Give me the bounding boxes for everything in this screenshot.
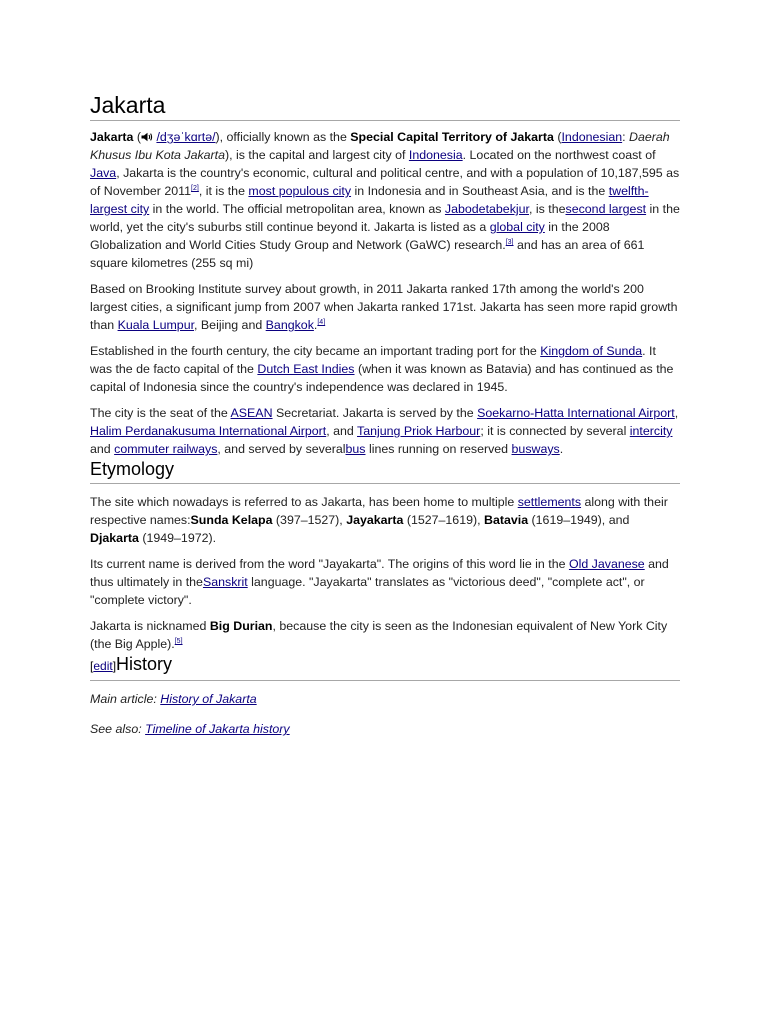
ref-5-link[interactable]: [5]: [174, 638, 183, 645]
global-city-link[interactable]: global city: [489, 220, 545, 234]
intro-text: :: [622, 130, 630, 144]
name-djakarta: Djakarta: [90, 531, 139, 545]
history-intro-text: . It was the de facto capital of the: [90, 344, 656, 376]
official-name: Special Capital Territory of Jakarta: [350, 130, 554, 144]
etymology-paragraph-1: [90, 493, 680, 547]
etymology-text: and thus ultimately in the: [90, 557, 669, 589]
soekarno-hatta-link[interactable]: Soekarno-Hatta International Airport: [477, 406, 675, 420]
second-largest-link[interactable]: second largest: [565, 202, 647, 216]
indonesia-link[interactable]: Indonesia: [408, 148, 463, 162]
tanjung-priok-link[interactable]: Tanjung Priok Harbour: [357, 424, 481, 438]
name-batavia: Batavia: [484, 513, 529, 527]
edit-bracket: [: [90, 659, 94, 673]
seat-text: , and served by several: [217, 442, 346, 456]
dutch-east-indies-link[interactable]: Dutch East Indies: [257, 362, 355, 376]
edit-bracket: ]: [112, 659, 117, 673]
busways-link[interactable]: busways: [511, 442, 560, 456]
twelfth-largest-link[interactable]: twelfth-largest city: [90, 184, 649, 216]
etymology-paragraph-3: [90, 617, 680, 653]
native-name: Daerah Khusus Ibu Kota Jakarta: [90, 130, 670, 162]
intro-text: , it is the: [198, 184, 249, 198]
most-populous-link[interactable]: most populous city: [248, 184, 352, 198]
bangkok-link[interactable]: Bangkok: [265, 318, 314, 332]
etymology-text: , because the city is seen as the Indonesian equivalent of New York City (the Big Apple).: [90, 619, 668, 651]
growth-text: Based on Brooking Institute survey about growth, in 2011 Jakarta ranked 17th among the world's 200 largest cities, a significant jump from 2007 when Jakarta ranked 171st. Jakarta has seen more rapid growth than: [90, 282, 678, 332]
intro-text: . Located on the northwest coast of: [462, 148, 656, 162]
etymology-heading: Etymology: [90, 458, 680, 484]
growth-text: , Beijing and: [194, 318, 266, 332]
ref-5[interactable]: [175, 638, 183, 645]
history-intro-text: (when it was known as Batavia) and has continued as the capital of Indonesia since the country's independence was declared in 1945.: [90, 362, 674, 394]
ref-2[interactable]: [191, 185, 199, 192]
etymology-text: (1949–1972).: [138, 531, 217, 545]
growth-text: .: [313, 318, 318, 332]
etymology-text: along with their respective names:: [90, 495, 668, 527]
page-title: Jakarta: [90, 0, 680, 121]
asean-link[interactable]: ASEAN: [230, 406, 273, 420]
see-also-note: [90, 720, 680, 738]
intro-text: in the world. The official metropolitan area, known as: [149, 202, 445, 216]
history-heading-text: History: [116, 654, 173, 674]
intro-text: , Jakarta is the country's economic, cultural and political centre, and with a population of 10,187,595 as of November 2011: [90, 166, 680, 198]
intro-text: ), officially known as the: [215, 130, 351, 144]
ref-4[interactable]: [317, 319, 325, 326]
settlements-link[interactable]: settlements: [517, 495, 582, 509]
java-link[interactable]: Java: [90, 166, 117, 180]
etymology-text: language. "Jayakarta" translates as "victorious deed", "complete act", or "complete victory".: [90, 575, 645, 607]
growth-paragraph: [90, 280, 680, 334]
nickname: Big Durian: [209, 619, 273, 633]
intro-text: and has an area of 661 square kilometres (255 sq mi): [90, 238, 645, 270]
etymology-text: Jakarta is nicknamed: [90, 619, 210, 633]
bus-link[interactable]: bus: [345, 442, 366, 456]
intro-text: , is the: [528, 202, 566, 216]
edit-link[interactable]: edit: [93, 659, 113, 673]
see-also-label: See also:: [90, 722, 146, 736]
article-content: [90, 0, 680, 738]
main-article-label: Main article:: [90, 692, 161, 706]
etymology-text: The site which nowadays is referred to as Jakarta, has been home to multiple: [90, 495, 518, 509]
etymology-text: (1619–1949), and: [528, 513, 630, 527]
old-javanese-link[interactable]: Old Javanese: [568, 557, 645, 571]
seat-text: .: [559, 442, 564, 456]
seat-paragraph: [90, 404, 680, 458]
sanskrit-link[interactable]: Sanskrit: [202, 575, 248, 589]
intro-text: in the 2008 Globalization and World Cities Study Group and Network (GaWC) research.: [90, 220, 610, 252]
kuala-lumpur-link[interactable]: Kuala Lumpur: [117, 318, 195, 332]
history-intro-paragraph: [90, 342, 680, 396]
ref-4-link[interactable]: [4]: [317, 319, 326, 326]
ref-3[interactable]: [506, 239, 514, 246]
name-jayakarta: Jayakarta: [346, 513, 404, 527]
etymology-text: (397–1527),: [272, 513, 347, 527]
commuter-railways-link[interactable]: commuter railways: [114, 442, 218, 456]
intro-text: ), is the capital and largest city of: [225, 148, 409, 162]
seat-text: The city is the seat of the: [90, 406, 231, 420]
main-article-note: [90, 690, 680, 708]
ref-3-link[interactable]: [3]: [505, 239, 514, 246]
intro-text: in the world, yet the city's suburbs still continue beyond it. Jakarta is listed as a: [90, 202, 680, 234]
history-intro-text: Established in the fourth century, the city became an important trading port for the: [90, 344, 541, 358]
ref-2-link[interactable]: [2]: [191, 185, 199, 192]
etymology-text: Its current name is derived from the word "Jayakarta". The origins of this word lie in the: [90, 557, 569, 571]
pronunciation-link[interactable]: /dʒəˈkɑrtə/: [156, 130, 216, 144]
kingdom-of-sunda-link[interactable]: Kingdom of Sunda: [540, 344, 643, 358]
name-sunda-kelapa: Sunda Kelapa: [190, 513, 273, 527]
edit-section: [90, 659, 116, 673]
etymology-text: (1527–1619),: [403, 513, 484, 527]
timeline-link[interactable]: Timeline of Jakarta history: [145, 722, 290, 736]
indonesian-language-link[interactable]: Indonesian: [561, 130, 623, 144]
seat-text: ; it is connected by several: [480, 424, 630, 438]
etymology-paragraph-2: [90, 555, 680, 609]
intro-text: in Indonesia and in Southeast Asia, and is the: [351, 184, 609, 198]
history-heading: [90, 653, 680, 681]
halim-airport-link[interactable]: Halim Perdanakusuma International Airport: [90, 424, 327, 438]
seat-text: and: [90, 442, 115, 456]
seat-text: Secretariat. Jakarta is served by the: [272, 406, 478, 420]
intercity-link[interactable]: intercity: [629, 424, 673, 438]
subject-name: Jakarta: [90, 130, 134, 144]
jabodetabekjur-link[interactable]: Jabodetabekjur: [444, 202, 529, 216]
intro-text: (: [553, 130, 562, 144]
speaker-icon[interactable]: [141, 132, 153, 142]
seat-text: ,: [674, 406, 679, 420]
seat-text: lines running on reserved: [365, 442, 512, 456]
seat-text: , and: [326, 424, 358, 438]
history-of-jakarta-link[interactable]: History of Jakarta: [160, 692, 257, 706]
intro-paragraph: Jakarta ( /dʒəˈkɑrtə/), officially known as the Special Capital Territory of Jakarta (Indonesian: Daerah Khusus Ibu Kota Jakarta), is the capital and largest city of Indonesia. Located on the northwest coast of Java, Jakarta is the country's economic, cultural and political centre, and with a population of 10,187,595 as of November 2011[2], it is the most populous city in Indonesia and in Southeast Asia, and is the twelfth-largest city in the world. The official metropolitan area, known as Jabodetabekjur, is thesecond largest in the world, yet the city's suburbs still continue beyond it. Jakarta is listed as a global city in the 2008 Globalization and World Cities Study Group and Network (GaWC) research.[3] and has an area of 661 square kilometres (255 sq mi): [90, 130, 680, 270]
